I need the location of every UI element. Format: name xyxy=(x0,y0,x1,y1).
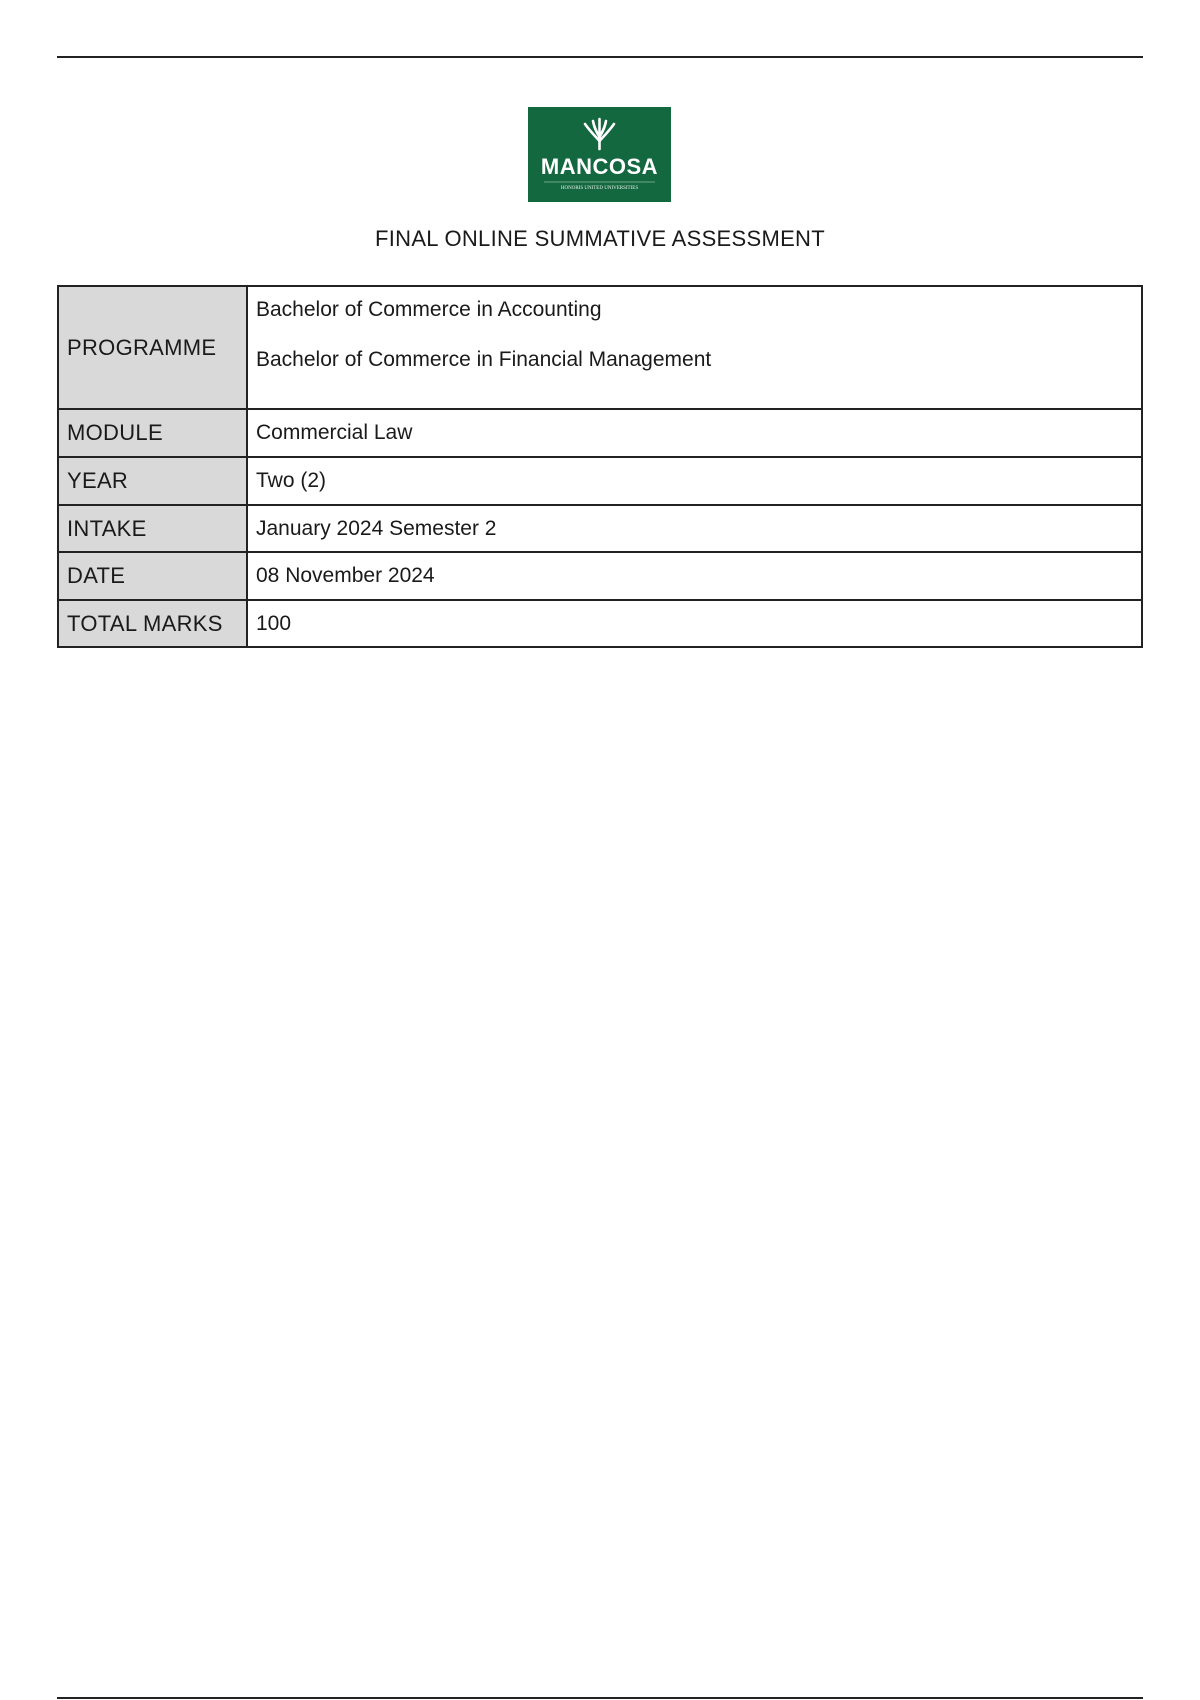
assessment-info-table xyxy=(57,285,1143,648)
table-row-module xyxy=(58,409,1142,457)
top-rule xyxy=(57,56,1143,58)
table-row-intake xyxy=(58,505,1142,552)
intake-value: January 2024 Semester 2 xyxy=(247,505,1142,552)
intake-label: INTAKE xyxy=(58,505,247,552)
total-marks-label: TOTAL MARKS xyxy=(58,600,247,647)
total-marks-value: 100 xyxy=(247,600,1142,647)
table-row-date xyxy=(58,552,1142,600)
module-value: Commercial Law xyxy=(247,409,1142,457)
date-value: 08 November 2024 xyxy=(247,552,1142,600)
date-label: DATE xyxy=(58,552,247,600)
logo-tagline: HONORIS UNITED UNIVERSITIES xyxy=(560,186,639,191)
programme-line-1: Bachelor of Commerce in Accounting xyxy=(256,298,602,321)
logo-graphic xyxy=(528,107,671,202)
module-label: MODULE xyxy=(58,409,247,457)
table-row-year xyxy=(58,457,1142,505)
programme-label: PROGRAMME xyxy=(58,286,247,409)
bottom-rule xyxy=(57,1697,1143,1699)
mancosa-logo xyxy=(528,107,671,202)
table-row-programme xyxy=(58,286,1142,409)
year-label: YEAR xyxy=(58,457,247,505)
programme-value xyxy=(247,286,1142,409)
document-title: FINAL ONLINE SUMMATIVE ASSESSMENT xyxy=(375,226,825,251)
logo-wordmark: MANCOSA xyxy=(540,154,659,179)
table-row-total-marks xyxy=(58,600,1142,647)
programme-line-2: Bachelor of Commerce in Financial Management xyxy=(256,348,712,371)
year-value: Two (2) xyxy=(247,457,1142,505)
